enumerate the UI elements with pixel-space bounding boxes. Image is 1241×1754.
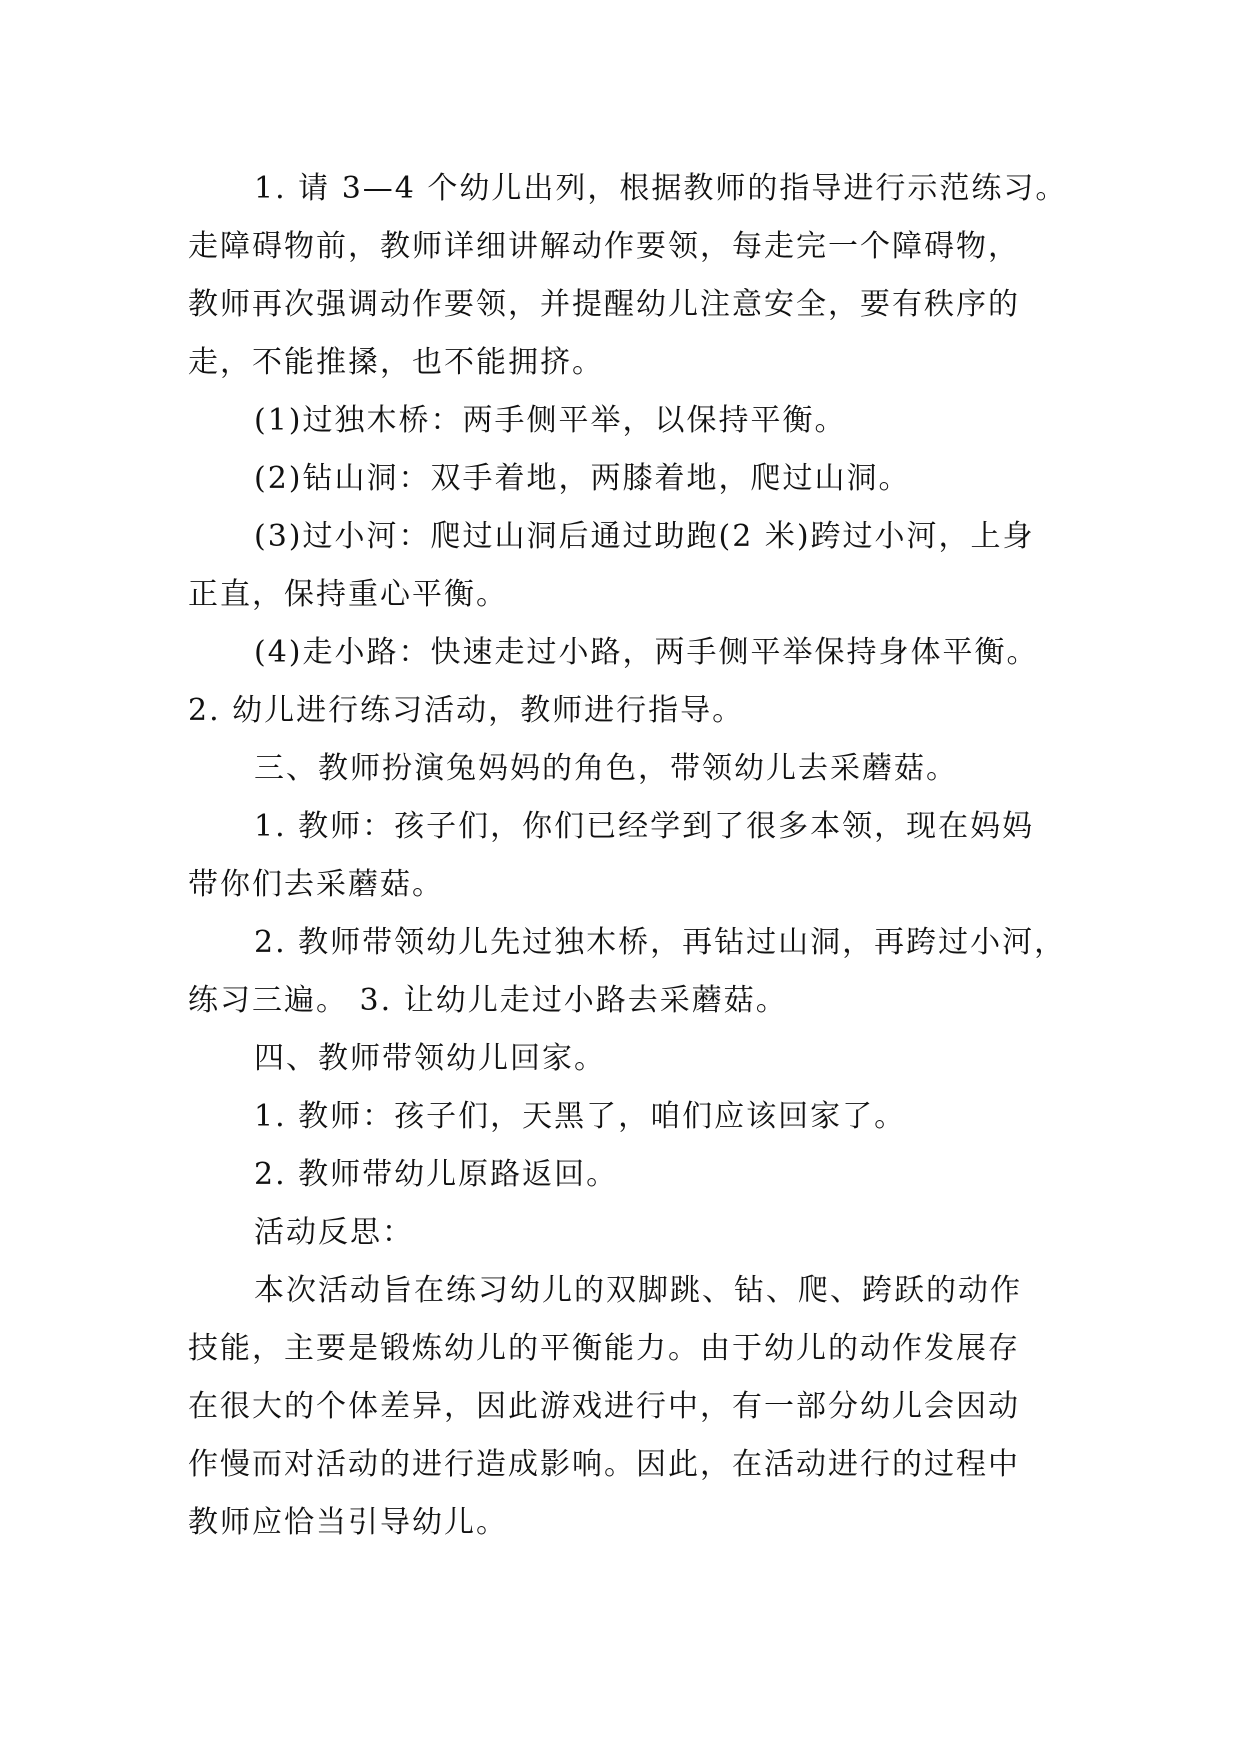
text-line: 走障碍物前，教师详细讲解动作要领，每走完一个障碍物， (188, 229, 1020, 264)
text-line: 1. 教师：孩子们，你们已经学到了很多本领，现在妈妈 (254, 809, 1035, 844)
text-line: (1)过独木桥：两手侧平举，以保持平衡。 (254, 403, 847, 438)
text-line: 正直，保持重心平衡。 (188, 577, 508, 612)
text-line: 教师应恰当引导幼儿。 (188, 1505, 508, 1540)
text-line: 练习三遍。 3. 让幼儿走过小路去采蘑菇。 (188, 983, 788, 1018)
text-line: (4)走小路：快速走过小路，两手侧平举保持身体平衡。 (254, 635, 1039, 670)
text-line: 2. 教师带幼儿原路返回。 (254, 1157, 619, 1192)
text-line: 在很大的个体差异，因此游戏进行中，有一部分幼儿会因动 (188, 1389, 1020, 1424)
section-heading: 三、教师扮演兔妈妈的角色，带领幼儿去采蘑菇。 (254, 751, 958, 786)
text-line: (3)过小河：爬过山洞后通过助跑(2 米)跨过小河，上身 (254, 519, 1035, 554)
document-body (188, 160, 1068, 1552)
text-line: 1. 请 3—4 个幼儿出列，根据教师的指导进行示范练习。 (254, 171, 1068, 206)
section-heading: 活动反思： (254, 1215, 414, 1250)
text-line: 2. 教师带领幼儿先过独木桥，再钻过山洞，再跨过小河， (254, 925, 1067, 960)
text-line: 作慢而对活动的进行造成影响。因此，在活动进行的过程中 (188, 1447, 1020, 1482)
text-line: 本次活动旨在练习幼儿的双脚跳、钻、爬、跨跃的动作 (254, 1273, 1022, 1308)
text-line: 1. 教师：孩子们，天黑了，咱们应该回家了。 (254, 1099, 907, 1134)
text-line: 技能，主要是锻炼幼儿的平衡能力。由于幼儿的动作发展存 (188, 1331, 1020, 1366)
text-line: 带你们去采蘑菇。 (188, 867, 444, 902)
section-heading: 四、教师带领幼儿回家。 (254, 1041, 606, 1076)
text-line: 2. 幼儿进行练习活动，教师进行指导。 (188, 693, 745, 728)
text-line: 教师再次强调动作要领，并提醒幼儿注意安全，要有秩序的 (188, 287, 1020, 322)
text-line: 走，不能推搡，也不能拥挤。 (188, 345, 604, 380)
text-line: (2)钻山洞：双手着地，两膝着地，爬过山洞。 (254, 461, 911, 496)
